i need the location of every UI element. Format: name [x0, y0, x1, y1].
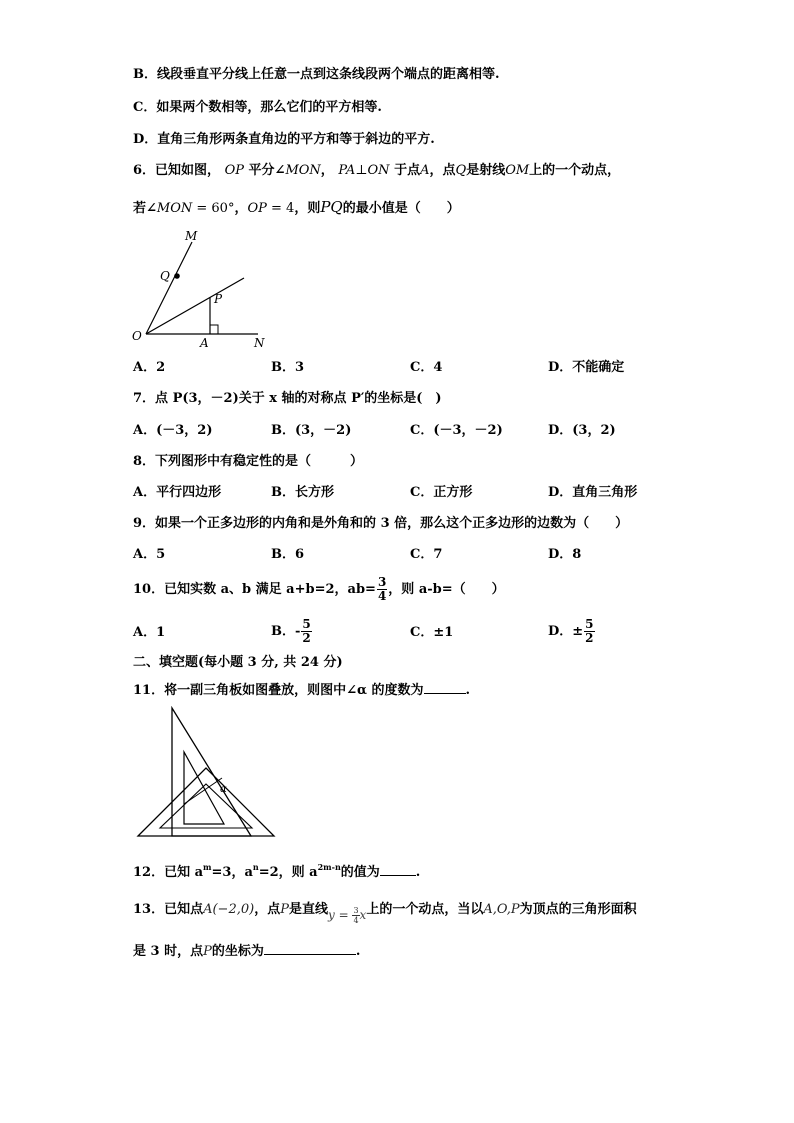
q8-option-c[interactable]: C．正方形	[410, 485, 473, 500]
q13-line2: 是 3 时，点P的坐标为 .	[133, 944, 361, 959]
q6-figure	[128, 224, 278, 352]
q7-option-a[interactable]: A．(－3，2)	[133, 423, 213, 438]
q10-text: 10．已知实数 a、b 满足 a+b=2，ab= $\frac{3}{4}$ ，则 a-b=（ ）	[133, 575, 505, 603]
q13-line1: 13．已知点A(−2,0)，点P是直线y = $\frac{3}{4}$ x上的一个动点，当以A,O,P为顶点的三角形面积	[133, 902, 637, 925]
alpha-label: α	[220, 784, 227, 795]
q11-blank[interactable]	[424, 681, 466, 694]
q9-option-a[interactable]: A．5	[133, 547, 166, 562]
q7-option-b[interactable]: B．(3，－2)	[271, 423, 352, 438]
section-heading: 二、填空题(每小题 3 分, 共 24 分)	[133, 655, 343, 670]
q6-option-b[interactable]: B．3	[271, 360, 305, 375]
q10-option-c[interactable]: C．±1	[410, 625, 454, 640]
set-square-large-inner	[184, 752, 224, 824]
q10-fraction: $\frac{3}{4}$	[377, 575, 387, 603]
q13-blank[interactable]	[264, 942, 356, 955]
q8-text: 8．下列图形中有稳定性的是（ ）	[133, 454, 364, 469]
q10-option-d[interactable]: D．± $\frac{5}{2}$	[548, 617, 594, 645]
q8-option-d[interactable]: D．直角三角形	[548, 485, 638, 500]
set-square-small	[138, 768, 274, 836]
label-o: O	[132, 329, 142, 343]
q11-figure	[136, 706, 278, 842]
point-q	[174, 273, 180, 279]
option-b-line: B．线段垂直平分线上任意一点到这条线段两个端点的距离相等.	[133, 67, 500, 82]
q7-option-d[interactable]: D．(3，2)	[548, 423, 616, 438]
q12-text: 12．已知 $a^m=3$，$a^n=2$，则 $a^{2m-n}$的值为 .	[133, 862, 421, 880]
label-q: Q	[160, 269, 170, 283]
right-angle-mark	[210, 325, 218, 334]
label-a: A	[200, 336, 209, 350]
q6-line2: 若∠MON = 60°，OP = 4，则PQ的最小值是（ ）	[133, 198, 460, 216]
q6-line1: 6．已知如图， OP 平分∠MON， PA⊥ON 于点A，点Q是射线OM上的一个动点，	[133, 163, 621, 178]
q6-option-d[interactable]: D．不能确定	[548, 360, 625, 375]
q13-line-equation: y = $\frac{3}{4}$ x	[327, 906, 367, 925]
q10-option-a[interactable]: A．1	[133, 625, 166, 640]
q6-option-a[interactable]: A．2	[133, 360, 166, 375]
ray-op	[146, 278, 244, 334]
option-c-line: C．如果两个数相等，那么它们的平方相等.	[133, 100, 382, 115]
label-m: M	[185, 229, 198, 243]
label-n: N	[254, 336, 265, 350]
q9-option-b[interactable]: B．6	[271, 547, 305, 562]
q7-text: 7．点 P(3，－2)关于 x 轴的对称点 P′的坐标是( )	[133, 391, 442, 406]
label-p: P	[214, 292, 223, 306]
q9-option-c[interactable]: C．7	[410, 547, 443, 562]
q8-option-b[interactable]: B．长方形	[271, 485, 334, 500]
q11-text: 11．将一副三角板如图叠放，则图中∠α 的度数为 .	[133, 683, 471, 698]
overlap-line	[184, 778, 222, 804]
q10-option-b[interactable]: B．- $\frac{5}{2}$	[271, 617, 311, 645]
q12-blank[interactable]	[380, 863, 416, 876]
option-d-line: D．直角三角形两条直角边的平方和等于斜边的平方.	[133, 132, 435, 147]
q8-option-a[interactable]: A．平行四边形	[133, 485, 222, 500]
q6-option-c[interactable]: C．4	[410, 360, 443, 375]
q9-option-d[interactable]: D．8	[548, 547, 582, 562]
q9-text: 9．如果一个正多边形的内角和是外角和的 3 倍，那么这个正多边形的边数为（ ）	[133, 516, 629, 531]
q7-option-c[interactable]: C．(－3，－2)	[410, 423, 503, 438]
